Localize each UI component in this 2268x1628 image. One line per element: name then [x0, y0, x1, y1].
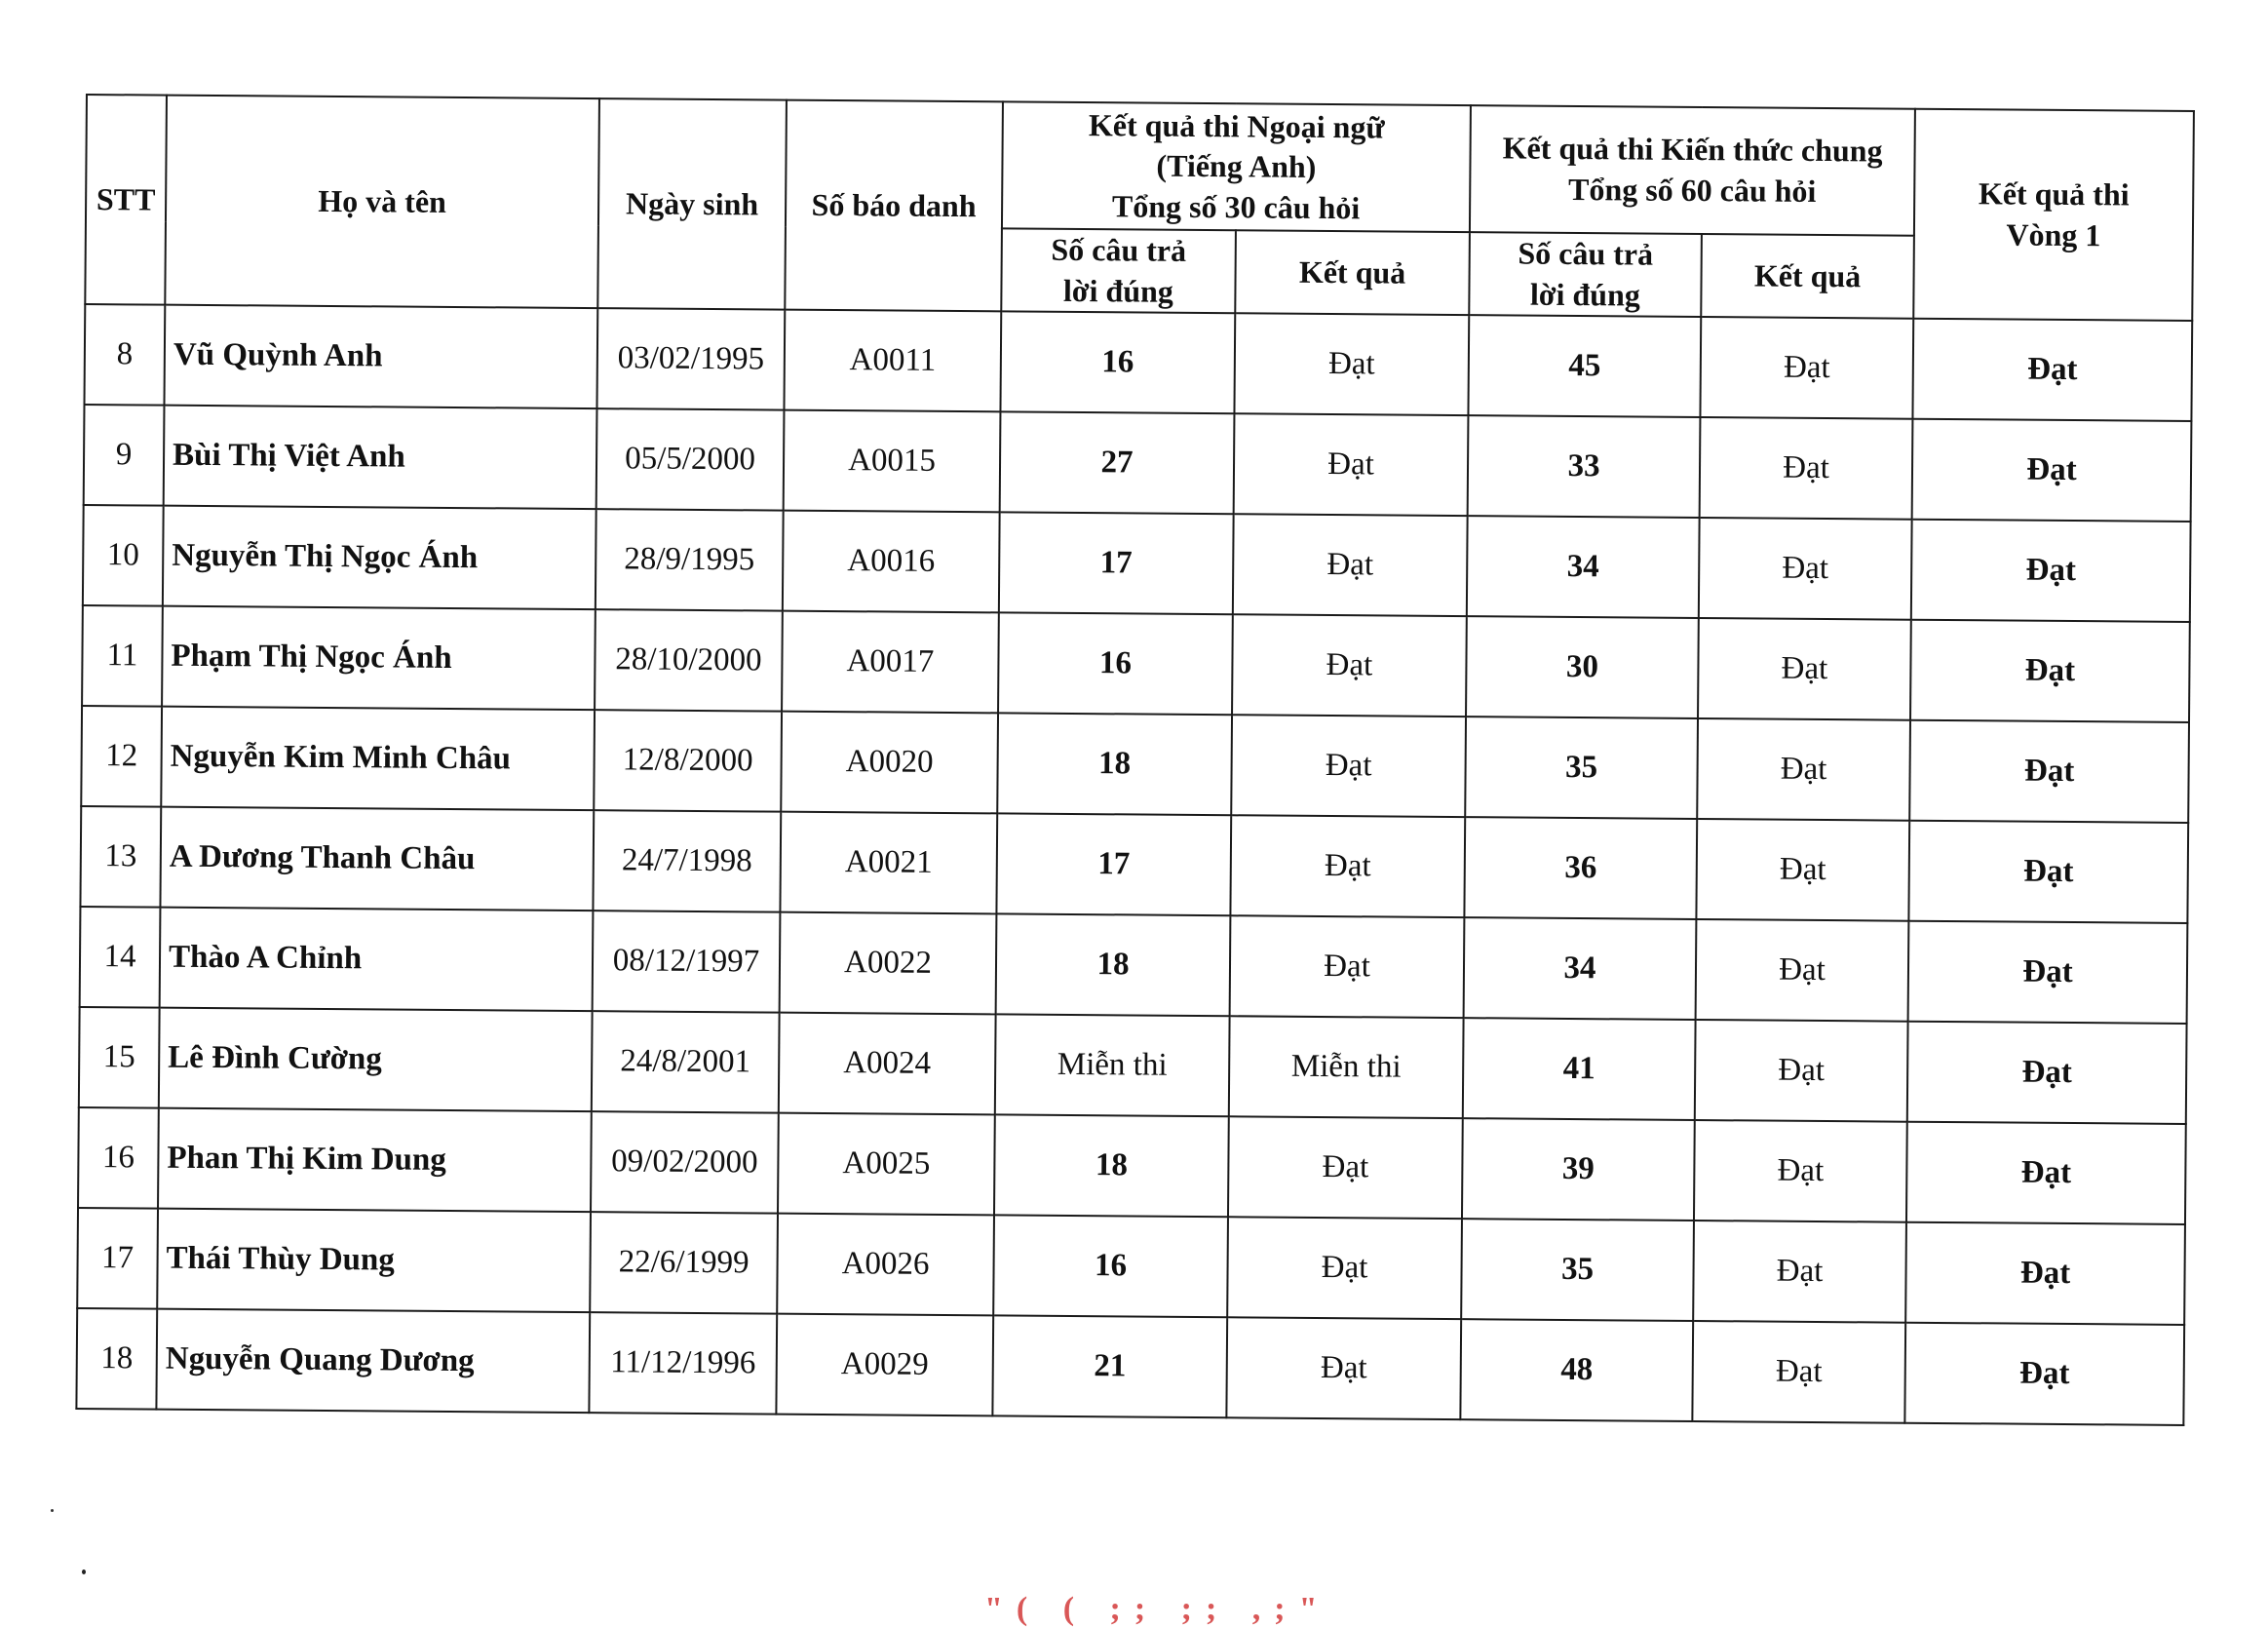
- cell-name: Bùi Thị Việt Anh: [164, 406, 597, 509]
- cell-eng-result: Đạt: [1233, 514, 1468, 616]
- cell-eng-result: Đạt: [1234, 313, 1469, 415]
- header-eng-result-text: Kết quả: [1298, 253, 1406, 291]
- cell-sbd: A0020: [781, 712, 998, 814]
- cell-eng-result: Đạt: [1228, 1116, 1463, 1219]
- header-general-line1: Kết quả thi Kiến thức chung: [1502, 130, 1883, 169]
- cell-gen-correct: 33: [1468, 415, 1701, 518]
- header-round1: [1913, 109, 2194, 321]
- cell-eng-correct: 18: [997, 714, 1232, 816]
- header-round1-line2: Vòng 1: [2006, 216, 2101, 252]
- cell-eng-correct: Miễn thi: [995, 1015, 1230, 1117]
- table-row: [79, 1007, 2187, 1124]
- cell-eng-correct: 21: [992, 1316, 1227, 1418]
- cell-gen-result: Đạt: [1693, 1221, 1906, 1323]
- cell-eng-correct: 16: [993, 1216, 1228, 1318]
- header-eng-correct-line1: Số câu trả: [1051, 231, 1187, 268]
- table-row: [81, 706, 2189, 823]
- cell-gen-result: Đạt: [1698, 618, 1911, 720]
- cell-stt: 13: [80, 806, 161, 908]
- cell-eng-result: Miễn thi: [1229, 1016, 1464, 1118]
- header-general-line2: Tổng số 60 câu hỏi: [1567, 171, 1817, 209]
- cell-stt: 8: [84, 304, 165, 406]
- cell-eng-correct: 17: [999, 513, 1234, 615]
- cell-sbd: A0024: [779, 1013, 996, 1115]
- table-row: [80, 907, 2188, 1024]
- cell-eng-correct: 17: [996, 814, 1231, 916]
- cell-eng-correct: 18: [994, 1115, 1229, 1218]
- cell-sbd: A0021: [780, 812, 997, 914]
- red-stamp-fragment: "( ( ;; ;; ,;": [984, 1591, 1331, 1627]
- header-round1-line1: Kết quả thi: [1978, 175, 2130, 213]
- cell-round1: Đạt: [1906, 1122, 2186, 1224]
- cell-gen-correct: 48: [1460, 1319, 1693, 1421]
- cell-round1: Đạt: [1905, 1222, 2185, 1325]
- cell-eng-result: Đạt: [1226, 1317, 1461, 1419]
- cell-stt: 18: [76, 1308, 157, 1410]
- cell-dob: 28/9/1995: [596, 509, 784, 611]
- cell-sbd: A0016: [783, 511, 1000, 613]
- table-body: [76, 304, 2192, 1425]
- header-general-group: [1470, 105, 1915, 236]
- header-english-line1: Kết quả thi Ngoại ngữ: [1088, 106, 1385, 145]
- header-sbd: [785, 100, 1003, 312]
- cell-dob: 03/02/1995: [596, 308, 785, 410]
- cell-gen-correct: 35: [1465, 717, 1698, 819]
- cell-round1: Đạt: [1908, 821, 2188, 923]
- cell-gen-result: Đạt: [1697, 718, 1910, 821]
- cell-sbd: A0029: [776, 1314, 993, 1416]
- cell-gen-correct: 34: [1464, 917, 1697, 1020]
- header-gen-correct: [1469, 232, 1702, 317]
- header-gen-result: [1701, 234, 1914, 319]
- cell-stt: 15: [79, 1007, 160, 1108]
- table-row: [82, 605, 2190, 722]
- cell-gen-correct: 39: [1462, 1118, 1695, 1221]
- table-row: [77, 1208, 2185, 1325]
- cell-round1: Đạt: [1910, 620, 2190, 722]
- cell-name: Nguyễn Kim Minh Châu: [161, 707, 595, 810]
- cell-gen-result: Đạt: [1700, 317, 1913, 419]
- cell-stt: 16: [78, 1107, 159, 1209]
- cell-round1: Đạt: [1907, 1022, 2187, 1124]
- cell-eng-correct: 27: [1000, 412, 1235, 515]
- cell-eng-correct: 16: [1000, 312, 1235, 414]
- exam-results-table: [75, 94, 2195, 1426]
- cell-eng-result: Đạt: [1231, 715, 1466, 817]
- cell-gen-result: Đạt: [1692, 1321, 1905, 1423]
- cell-gen-result: Đạt: [1696, 919, 1909, 1022]
- table-row: [84, 304, 2192, 421]
- header-dob: [597, 98, 787, 310]
- header-eng-correct: [1001, 228, 1236, 313]
- header-gen-result-text: Kết quả: [1753, 257, 1862, 294]
- header-english-group: [1002, 101, 1471, 232]
- table-header: [85, 95, 2194, 321]
- cell-gen-correct: 36: [1464, 817, 1697, 919]
- cell-stt: 17: [77, 1208, 158, 1309]
- cell-round1: Đạt: [1908, 921, 2188, 1024]
- cell-dob: 28/10/2000: [595, 609, 783, 712]
- cell-gen-correct: 35: [1461, 1219, 1694, 1321]
- cell-eng-result: Đạt: [1227, 1217, 1462, 1319]
- cell-round1: Đạt: [1911, 520, 2191, 622]
- header-english-line3: Tổng số 30 câu hỏi: [1111, 188, 1361, 226]
- cell-dob: 12/8/2000: [594, 710, 782, 812]
- cell-sbd: A0026: [777, 1214, 994, 1316]
- header-sbd-text: Số báo danh: [811, 186, 977, 223]
- header-stt-text: STT: [96, 180, 156, 217]
- cell-gen-correct: 34: [1467, 516, 1700, 618]
- cell-stt: 10: [83, 505, 164, 606]
- table-row: [78, 1107, 2186, 1224]
- cell-gen-result: Đạt: [1696, 819, 1909, 921]
- cell-eng-correct: 18: [996, 914, 1231, 1017]
- cell-name: Thái Thùy Dung: [157, 1209, 591, 1312]
- cell-sbd: A0011: [784, 310, 1001, 412]
- cell-gen-result: Đạt: [1700, 417, 1913, 520]
- cell-gen-result: Đạt: [1699, 518, 1912, 620]
- cell-gen-correct: 30: [1466, 616, 1699, 718]
- scan-speck: [82, 1570, 86, 1574]
- cell-dob: 24/8/2001: [592, 1011, 780, 1113]
- cell-stt: 12: [81, 706, 162, 807]
- cell-eng-result: Đạt: [1230, 815, 1465, 917]
- cell-gen-result: Đạt: [1694, 1120, 1907, 1222]
- cell-dob: 09/02/2000: [591, 1111, 779, 1214]
- cell-gen-correct: 41: [1463, 1018, 1696, 1120]
- cell-dob: 08/12/1997: [593, 911, 781, 1013]
- cell-gen-result: Đạt: [1695, 1020, 1908, 1122]
- cell-stt: 14: [80, 907, 161, 1008]
- cell-eng-result: Đạt: [1232, 614, 1467, 717]
- cell-gen-correct: 45: [1468, 315, 1701, 417]
- scan-speck: [51, 1509, 54, 1512]
- header-english-line2: (Tiếng Anh): [1156, 147, 1317, 185]
- cell-round1: Đạt: [1912, 419, 2192, 522]
- cell-dob: 11/12/1996: [589, 1312, 777, 1415]
- table-row: [76, 1308, 2184, 1425]
- cell-dob: 24/7/1998: [593, 810, 781, 912]
- cell-dob: 05/5/2000: [596, 408, 785, 511]
- table-row: [83, 505, 2191, 622]
- cell-stt: 9: [84, 405, 165, 506]
- cell-name: Phan Thị Kim Dung: [158, 1108, 592, 1212]
- cell-sbd: A0022: [780, 912, 997, 1015]
- header-row-top: [86, 95, 2194, 238]
- header-eng-result: [1235, 230, 1470, 315]
- cell-name: Vũ Quỳnh Anh: [164, 305, 597, 408]
- table-row: [80, 806, 2188, 923]
- cell-sbd: A0017: [782, 611, 999, 714]
- cell-round1: Đạt: [1912, 319, 2192, 421]
- cell-name: Lê Đình Cường: [159, 1008, 593, 1111]
- cell-name: Phạm Thị Ngọc Ánh: [162, 606, 596, 710]
- cell-sbd: A0015: [784, 410, 1001, 513]
- cell-eng-result: Đạt: [1234, 413, 1469, 516]
- header-stt: [85, 95, 167, 305]
- cell-dob: 22/6/1999: [590, 1212, 778, 1314]
- header-gen-correct-line1: Số câu trả: [1518, 235, 1654, 272]
- cell-name: Nguyễn Quang Dương: [156, 1309, 590, 1413]
- cell-name: Thào A Chỉnh: [160, 908, 594, 1011]
- header-gen-correct-line2: lời đúng: [1529, 276, 1641, 313]
- table-row: [84, 405, 2192, 522]
- cell-eng-result: Đạt: [1230, 915, 1465, 1018]
- header-name-text: Họ và tên: [318, 182, 447, 219]
- cell-sbd: A0025: [778, 1113, 995, 1216]
- cell-stt: 11: [82, 605, 163, 707]
- cell-round1: Đạt: [1904, 1323, 2184, 1425]
- cell-round1: Đạt: [1909, 720, 2189, 823]
- cell-eng-correct: 16: [998, 613, 1233, 716]
- cell-name: Nguyễn Thị Ngọc Ánh: [163, 506, 596, 609]
- header-eng-correct-line2: lời đúng: [1062, 272, 1174, 309]
- header-name: [165, 96, 599, 309]
- header-dob-text: Ngày sinh: [625, 185, 759, 222]
- cell-name: A Dương Thanh Châu: [160, 807, 594, 911]
